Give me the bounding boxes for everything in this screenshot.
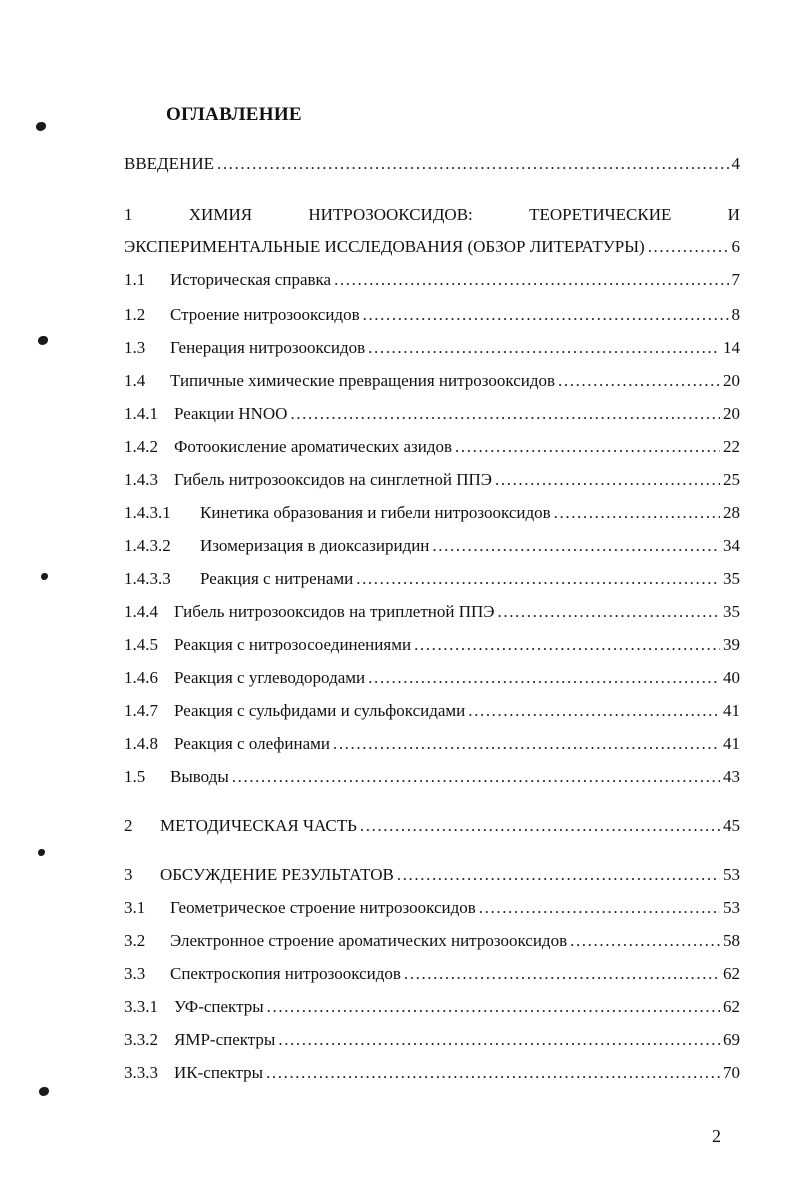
toc-entry[interactable]	[124, 602, 740, 626]
toc-dot-leader	[363, 305, 729, 325]
toc-chapter-1-line-1[interactable]	[124, 205, 740, 225]
toc-entry[interactable]	[124, 371, 740, 395]
toc-entry[interactable]	[124, 816, 740, 840]
toc-entry[interactable]	[124, 734, 740, 758]
toc-page-number: 40	[723, 668, 740, 687]
toc-entry-text: Реакция с нитрозосоединениями	[174, 635, 412, 654]
toc-chapter-word: ХИМИЯ	[188, 205, 253, 224]
toc-page-number: 35	[723, 569, 740, 588]
toc-dot-leader	[498, 602, 721, 622]
toc-entry-text: ЭКСПЕРИМЕНТАЛЬНЫЕ ИССЛЕДОВАНИЯ (ОБЗОР ЛИТЕРАТУРЫ)	[124, 237, 645, 256]
toc-entry-text: Реакция с сульфидами и сульфоксидами	[174, 701, 466, 720]
toc-dot-leader	[278, 1030, 720, 1050]
toc-page-number: 41	[723, 734, 740, 753]
toc-entry[interactable]	[124, 470, 740, 494]
toc-entry-number: 3.3.3	[124, 1063, 158, 1082]
toc-page-number: 20	[723, 371, 740, 390]
toc-chapter-1-line-2[interactable]	[124, 237, 740, 261]
toc-dot-leader	[648, 237, 729, 257]
toc-dot-leader	[455, 437, 720, 457]
toc-page-number: 4	[731, 154, 740, 173]
toc-entry-number: 1.4.7	[124, 701, 158, 720]
toc-entry[interactable]	[124, 536, 740, 560]
toc-entry-number: 1.4.3	[124, 470, 158, 489]
scan-mark	[39, 1087, 49, 1096]
toc-dot-leader	[570, 931, 720, 951]
scan-mark	[38, 849, 45, 856]
toc-entry-text: Гибель нитрозооксидов на триплетной ППЭ	[174, 602, 495, 621]
toc-entry-number: 3	[124, 865, 133, 884]
toc-dot-leader	[232, 767, 720, 787]
toc-entry[interactable]	[124, 898, 740, 922]
toc-entry-number: 1.5	[124, 767, 146, 786]
toc-entry-text: Выводы	[170, 767, 229, 786]
toc-dot-leader	[333, 734, 720, 754]
toc-dot-leader	[495, 470, 720, 490]
toc-entry-number: 3.3.2	[124, 1030, 158, 1049]
toc-entry-text: Изомеризация в диоксазиридин	[200, 536, 430, 555]
toc-dot-leader	[432, 536, 720, 556]
toc-entry-text: Кинетика образования и гибели нитрозооксидов	[200, 503, 551, 522]
toc-entry-number: 1.4.5	[124, 635, 158, 654]
toc-entry-text: Историческая справка	[170, 270, 332, 289]
toc-chapter-word: И	[727, 205, 740, 224]
toc-entry[interactable]	[124, 635, 740, 659]
toc-dot-leader	[397, 865, 720, 885]
toc-dot-leader	[414, 635, 720, 655]
toc-entry-text: Строение нитрозооксидов	[170, 305, 360, 324]
toc-chapter-word: ТЕОРЕТИЧЕСКИЕ	[529, 205, 672, 224]
toc-page-number: 22	[723, 437, 740, 456]
scan-mark	[38, 336, 48, 345]
toc-page-number: 39	[723, 635, 740, 654]
toc-entry-text: Электронное строение ароматических нитрозооксидов	[170, 931, 568, 950]
toc-entry[interactable]	[124, 701, 740, 725]
toc-page-number: 25	[723, 470, 740, 489]
toc-entry-number: 3.2	[124, 931, 146, 950]
toc-entry-text: Типичные химические превращения нитрозооксидов	[170, 371, 556, 390]
toc-entry[interactable]	[124, 270, 740, 294]
toc-entry-text: Реакции HNOO	[174, 404, 288, 423]
toc-dot-leader	[404, 964, 720, 984]
toc-entry-number: 1.4.3.3	[124, 569, 171, 588]
toc-page-number: 45	[723, 816, 740, 835]
scan-mark	[36, 122, 46, 131]
toc-entry[interactable]	[124, 437, 740, 461]
toc-page-number: 41	[723, 701, 740, 720]
toc-entry-text: МЕТОДИЧЕСКАЯ ЧАСТЬ	[160, 816, 357, 835]
toc-entry-number: 3.3	[124, 964, 146, 983]
toc-page-number: 8	[731, 305, 740, 324]
toc-page-number: 6	[731, 237, 740, 256]
toc-dot-leader	[468, 701, 720, 721]
toc-entry[interactable]	[124, 305, 740, 329]
toc-entry-number: 1.4.8	[124, 734, 158, 753]
scan-mark	[41, 573, 48, 580]
toc-entry-number: 2	[124, 816, 133, 835]
toc-entry-text: Генерация нитрозооксидов	[170, 338, 366, 357]
toc-entry-text: Реакция с олефинами	[174, 734, 330, 753]
toc-dot-leader	[479, 898, 720, 918]
toc-entry[interactable]	[124, 931, 740, 955]
toc-dot-leader	[334, 270, 728, 290]
toc-entry-number: 1.4	[124, 371, 146, 390]
toc-entry-number: 1.4.6	[124, 668, 158, 687]
toc-entry-text: УФ-спектры	[174, 997, 264, 1016]
toc-entry[interactable]	[124, 997, 740, 1021]
toc-entry[interactable]	[124, 865, 740, 889]
toc-entry-number: 1.3	[124, 338, 146, 357]
toc-entry-number: 1.4.2	[124, 437, 158, 456]
page-number: 2	[712, 1126, 721, 1146]
toc-page-number: 53	[723, 898, 740, 917]
toc-entry-text: ИК-спектры	[174, 1063, 264, 1082]
toc-page-number: 62	[723, 997, 740, 1016]
toc-dot-leader	[356, 569, 720, 589]
toc-entry-text: Фотоокисление ароматических азидов	[174, 437, 453, 456]
toc-page-number: 62	[723, 964, 740, 983]
toc-page-number: 34	[723, 536, 740, 555]
toc-entry-number: 1.4.1	[124, 404, 158, 423]
toc-page-number: 14	[723, 338, 740, 357]
toc-page-number: 58	[723, 931, 740, 950]
toc-entry[interactable]	[124, 503, 740, 527]
toc-page-number: 28	[723, 503, 740, 522]
toc-dot-leader	[368, 668, 720, 688]
toc-page-number: 7	[731, 270, 740, 289]
toc-page-number: 70	[723, 1063, 740, 1082]
toc-entry[interactable]	[124, 404, 740, 428]
toc-entry-text: Спектроскопия нитрозооксидов	[170, 964, 401, 983]
toc-dot-leader	[290, 404, 720, 424]
toc-dot-leader	[360, 816, 720, 836]
toc-entry-number: 1.4.3.1	[124, 503, 171, 522]
toc-entry-number: 1.2	[124, 305, 146, 324]
toc-entry[interactable]	[124, 1063, 740, 1087]
toc-dot-leader	[558, 371, 720, 391]
toc-entry[interactable]	[124, 767, 740, 791]
toc-dot-leader	[267, 997, 720, 1017]
toc-entry-intro[interactable]	[124, 154, 740, 178]
toc-dot-leader	[266, 1063, 720, 1083]
toc-title: ОГЛАВЛЕНИЕ	[166, 104, 302, 125]
toc-entry[interactable]	[124, 569, 740, 593]
toc-entry-text: ОБСУЖДЕНИЕ РЕЗУЛЬТАТОВ	[160, 865, 394, 884]
toc-page-number: 35	[723, 602, 740, 621]
toc-dot-leader	[368, 338, 720, 358]
toc-page-number: 69	[723, 1030, 740, 1049]
toc-page-number: 43	[723, 767, 740, 786]
toc-entry-number: 3.1	[124, 898, 146, 917]
toc-entry[interactable]	[124, 964, 740, 988]
toc-dot-leader	[554, 503, 720, 523]
toc-entry-number: 1.4.4	[124, 602, 158, 621]
toc-entry[interactable]	[124, 668, 740, 692]
toc-entry-number: 1.1	[124, 270, 146, 289]
toc-dot-leader	[217, 154, 729, 174]
toc-entry-number: 1.4.3.2	[124, 536, 171, 555]
toc-page-number: 20	[723, 404, 740, 423]
toc-chapter-word: НИТРОЗООКСИДОВ:	[308, 205, 473, 224]
toc-entry-text: Реакция с нитренами	[200, 569, 354, 588]
toc-chapter-number: 1	[124, 205, 133, 224]
toc-entry[interactable]	[124, 338, 740, 362]
toc-entry-text: ВВЕДЕНИЕ	[124, 154, 214, 173]
toc-entry-text: Реакция с углеводородами	[174, 668, 366, 687]
toc-entry-text: Геометрическое строение нитрозооксидов	[170, 898, 476, 917]
toc-page-number: 53	[723, 865, 740, 884]
toc-entry-number: 3.3.1	[124, 997, 158, 1016]
toc-entry[interactable]	[124, 1030, 740, 1054]
toc-entry-text: ЯМР-спектры	[174, 1030, 276, 1049]
toc-entry-text: Гибель нитрозооксидов на синглетной ППЭ	[174, 470, 493, 489]
